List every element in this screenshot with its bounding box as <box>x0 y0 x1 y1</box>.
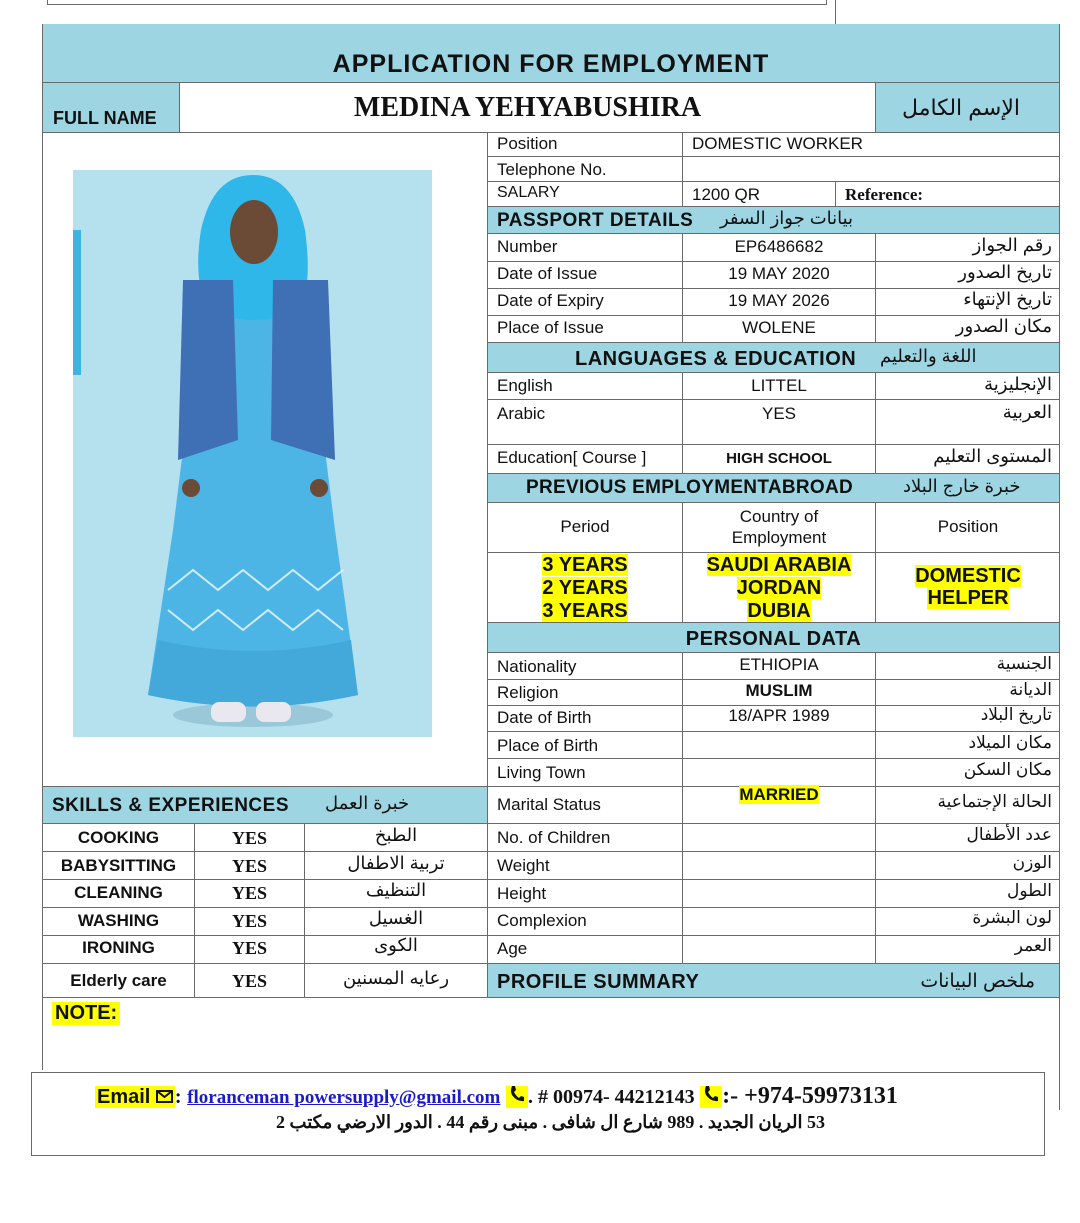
emp-period: 3 YEARS <box>542 554 628 576</box>
emp-country-cell <box>683 600 875 622</box>
skill-name: COOKING <box>77 828 160 847</box>
passport-row-value: 19 MAY 2026 <box>728 291 830 310</box>
footer-address: 53 الريان الجديد . 989 شارع ال شافى . مبنى رقم 44 . الدور الارضي مكتب 2 <box>276 1112 825 1132</box>
email-link[interactable]: floranceman powersupply@gmail.com <box>187 1087 501 1108</box>
phone-1: . # 00974- 44212143 <box>527 1086 695 1108</box>
personal-value-text: 18/APR 1989 <box>728 706 830 725</box>
personal-row-label: Date of Birth <box>497 708 592 727</box>
personal-value-text: MUSLIM <box>745 681 813 700</box>
personal-row-ar: مكان الميلاد <box>968 733 1052 752</box>
skill-value: YES <box>231 938 267 958</box>
emp-country: SAUDI ARABIA <box>706 554 852 576</box>
personal-row-label: Age <box>497 939 528 958</box>
language-row-value: LITTEL <box>751 376 807 395</box>
skill-name: BABYSITTING <box>60 856 177 875</box>
personal-row-label: Marital Status <box>497 795 601 814</box>
skills-title-ar: خبرة العمل <box>325 793 410 813</box>
emp-position-2: HELPER <box>927 587 1009 609</box>
language-row-ar: الإنجليزية <box>984 374 1052 394</box>
full-name-value: MEDINA YEHYABUSHIRA <box>353 92 702 123</box>
personal-row-label: Place of Birth <box>497 736 599 755</box>
personal-row-value <box>683 706 875 726</box>
personal-row-ar: العمر <box>1014 936 1052 955</box>
page-title: APPLICATION FOR EMPLOYMENT <box>332 50 770 78</box>
passport-row-ar: تاريخ الإنتهاء <box>963 289 1052 309</box>
personal-row-label: Weight <box>497 856 550 875</box>
employment-title: PREVIOUS EMPLOYMENTABROAD <box>526 477 854 498</box>
col-country-1: Country of <box>739 507 819 526</box>
salary-label: SALARY <box>497 184 560 201</box>
language-row-label: English <box>497 376 553 395</box>
personal-row-value <box>683 655 875 675</box>
passport-row-value: EP6486682 <box>734 237 824 256</box>
emp-period-cell <box>488 600 682 622</box>
emp-period-cell <box>488 577 682 599</box>
email-label-box <box>95 1086 175 1108</box>
phone-2: :- +974-59973131 <box>722 1083 898 1109</box>
passport-row-label: Number <box>497 237 558 256</box>
languages-title: LANGUAGES & EDUCATION <box>575 348 857 370</box>
skill-value: YES <box>231 971 267 991</box>
emp-period: 2 YEARS <box>542 577 628 599</box>
passport-row-label: Date of Expiry <box>497 291 604 310</box>
emp-country-cell <box>683 554 875 576</box>
passport-row-label: Place of Issue <box>497 318 604 337</box>
personal-title: PERSONAL DATA <box>685 628 862 650</box>
emp-country: DUBIA <box>747 600 811 622</box>
email-label: Email <box>97 1086 151 1108</box>
language-row-value: HIGH SCHOOL <box>726 450 832 467</box>
personal-row-value <box>683 681 875 701</box>
profile-summary-label: PROFILE SUMMARY <box>497 971 700 993</box>
emp-position-1: DOMESTIC <box>915 565 1021 587</box>
emp-country-cell <box>683 577 875 599</box>
position-label: Position <box>497 134 558 153</box>
personal-value-text: ETHIOPIA <box>739 655 819 674</box>
languages-title-ar: اللغة والتعليم <box>880 346 977 366</box>
personal-row-ar: الحالة الإجتماعية <box>937 792 1052 811</box>
col-period: Period <box>560 517 610 536</box>
emp-position-cell <box>876 565 1060 609</box>
passport-row-ar: رقم الجواز <box>972 235 1052 255</box>
passport-row-ar: مكان الصدور <box>955 316 1052 336</box>
personal-row-ar: الديانة <box>1009 680 1052 699</box>
language-row-label: Arabic <box>497 404 546 423</box>
passport-row-ar: تاريخ الصدور <box>958 262 1052 282</box>
passport-row-value: WOLENE <box>742 318 816 337</box>
skill-value: YES <box>231 856 267 876</box>
applicant-photo <box>73 170 432 737</box>
phone-icon-1 <box>506 1086 528 1108</box>
personal-row-ar: الجنسية <box>996 654 1052 673</box>
emp-period-cell <box>488 554 682 576</box>
position-value: DOMESTIC WORKER <box>692 134 863 153</box>
skill-name: IRONING <box>82 938 155 957</box>
personal-row-label: Religion <box>497 683 559 702</box>
personal-row-label: Living Town <box>497 763 586 782</box>
language-row-ar: المستوى التعليم <box>933 446 1052 466</box>
emp-period: 3 YEARS <box>542 600 628 622</box>
col-position: Position <box>937 517 999 536</box>
passport-row-value: 19 MAY 2020 <box>728 264 830 283</box>
personal-row-ar: لون البشرة <box>972 908 1052 927</box>
full-name-ar: الإسم الكامل <box>902 95 1020 120</box>
salary-value: 1200 QR <box>692 185 761 204</box>
personal-row-ar: الوزن <box>1012 853 1052 872</box>
passport-title-ar: بيانات جواز السفر <box>720 208 854 228</box>
language-row-label: Education[ Course ] <box>497 448 647 467</box>
passport-row-label: Date of Issue <box>497 264 598 283</box>
skill-value: YES <box>231 828 267 848</box>
personal-row-ar: الطول <box>1007 881 1052 900</box>
passport-title: PASSPORT DETAILS <box>497 210 694 231</box>
emp-country: JORDAN <box>736 577 822 599</box>
mail-icon <box>156 1090 173 1103</box>
phone-icon-2 <box>700 1086 722 1108</box>
skills-title: SKILLS & EXPERIENCES <box>52 795 289 816</box>
skill-value: YES <box>231 911 267 931</box>
personal-row-value <box>683 785 875 805</box>
personal-row-label: Nationality <box>497 657 577 676</box>
skill-ar: تربية الاطفال <box>347 853 445 873</box>
skill-ar: رعايه المسنين <box>342 968 450 988</box>
skill-ar: الكوى <box>374 935 418 955</box>
skill-ar: التنظيف <box>365 880 427 900</box>
skill-ar: الطبخ <box>374 825 418 845</box>
skill-value: YES <box>231 883 267 903</box>
personal-row-label: Height <box>497 884 547 903</box>
personal-value-text: MARRIED <box>739 785 819 804</box>
skill-name: CLEANING <box>74 883 163 902</box>
personal-row-ar: مكان السكن <box>963 760 1052 779</box>
col-country-2: Employment <box>731 528 827 547</box>
full-name-label: FULL NAME <box>53 108 157 128</box>
personal-row-ar: تاريخ البلاد <box>980 705 1052 724</box>
personal-row-ar: عدد الأطفال <box>966 825 1052 844</box>
note-label: NOTE: <box>52 1002 120 1025</box>
skill-ar: الغسيل <box>368 908 424 928</box>
skill-name: WASHING <box>77 911 160 930</box>
skill-name: Elderly care <box>70 971 167 990</box>
language-row-value: YES <box>761 404 797 423</box>
profile-summary-ar: ملخص البيانات <box>920 971 1035 992</box>
telephone-label: Telephone No. <box>497 160 607 179</box>
language-row-ar: العربية <box>1002 402 1052 422</box>
employment-title-ar: خبرة خارج البلاد <box>903 476 1021 496</box>
personal-row-label: No. of Children <box>497 828 611 847</box>
personal-row-label: Complexion <box>497 911 587 930</box>
footer-contact: Email : floranceman powersupply@gmail.com . # 00974- 44212143 :- +974-59973131 <box>97 1083 898 1109</box>
reference-label: Reference: <box>845 185 924 204</box>
